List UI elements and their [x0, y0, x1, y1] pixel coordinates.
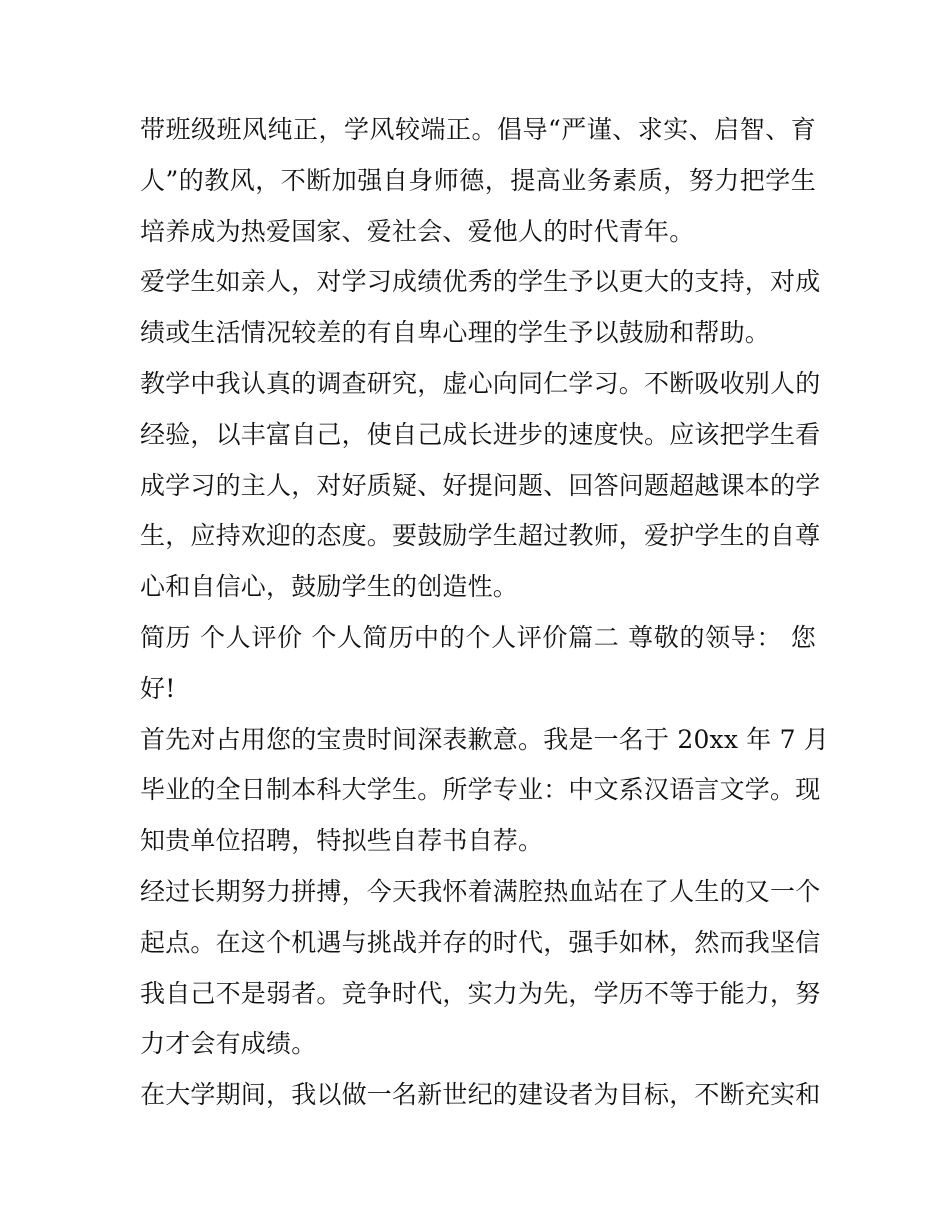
text-line: 人”的教风，不断加强自身师德，提高业务素质，努力把学生 — [140, 165, 816, 195]
text-line: 首先对占用您的宝贵时间深表歉意。我是一名于 20xx 年 7 月 — [140, 724, 830, 754]
text-line: 教学中我认真的调查研究，虚心向同仁学习。不断吸收别人的 — [140, 368, 821, 398]
text-line: 知贵单位招聘，特拟些自荐书自荐。 — [140, 826, 544, 856]
text-line: 简历 个人评价 个人简历中的个人评价篇二 尊敬的领导： 您 — [140, 622, 816, 652]
text-line: 爱学生如亲人，对学习成绩优秀的学生予以更大的支持，对成 — [140, 267, 821, 297]
text-line: 毕业的全日制本科大学生。所学专业：中文系汉语言文学。现 — [140, 775, 821, 805]
text-line: 生，应持欢迎的态度。要鼓励学生超过教师，爱护学生的自尊 — [140, 521, 821, 551]
text-line: 好! — [140, 673, 176, 703]
text-line: 带班级班风纯正，学风较端正。倡导“严谨、求实、启智、育 — [140, 115, 816, 144]
document-body — [140, 105, 830, 1121]
text-line: 心和自信心，鼓励学生的创造性。 — [140, 572, 519, 602]
text-line: 经过长期努力拼搏，今天我怀着满腔热血站在了人生的又一个 — [140, 876, 821, 906]
text-line: 我自己不是弱者。竞争时代，实力为先，学历不等于能力，努 — [140, 978, 821, 1008]
text-line: 在大学期间，我以做一名新世纪的建设者为目标，不断充实和 — [140, 1080, 821, 1110]
text-line: 绩或生活情况较差的有自卑心理的学生予以鼓励和帮助。 — [140, 318, 771, 348]
text-line: 经验，以丰富自己，使自己成长进步的速度快。应该把学生看 — [140, 419, 821, 449]
text-line: 培养成为热爱国家、爱社会、爱他人的时代青年。 — [140, 216, 695, 246]
text-line: 起点。在这个机遇与挑战并存的时代，强手如林，然而我坚信 — [140, 927, 821, 957]
text-line: 成学习的主人，对好质疑、好提问题、回答问题超越课本的学 — [140, 470, 821, 500]
text-line: 力才会有成绩。 — [140, 1029, 317, 1059]
